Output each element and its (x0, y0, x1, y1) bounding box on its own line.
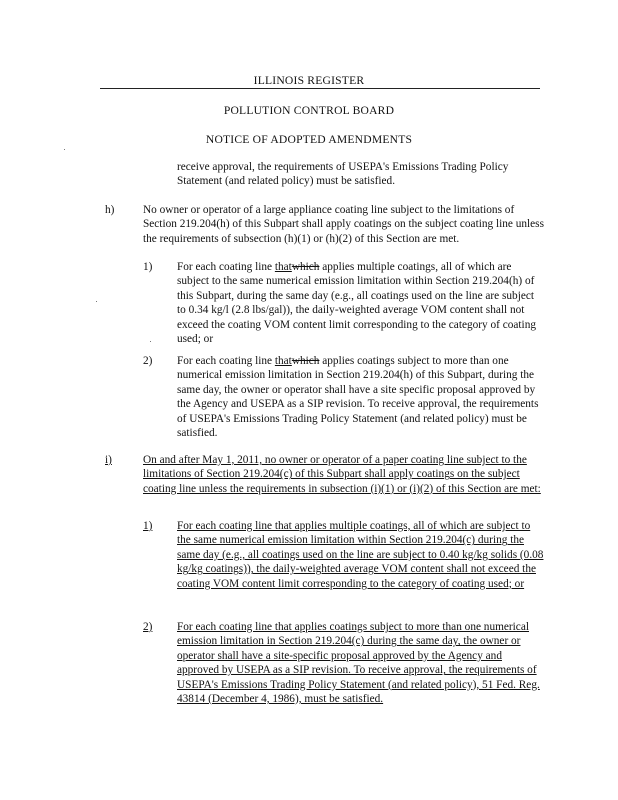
h1-text-start: For each coating line (177, 261, 275, 273)
scan-speck (96, 301, 97, 302)
h2-text-rest: applies coatings subject to more than one numerical emission limitation in Section 219.204(h) of this Subpart, during the same day, the owner or operator shall have a site specific proposal approved by the Agency and USEPA as a SIP revision. To receive approval, the requirements of USEPA's Emissions Trading Policy Statement (and related policy) must be satisfied. (177, 355, 539, 440)
scan-speck (150, 341, 151, 342)
h2-label: 2) (143, 355, 153, 367)
h2-deleted-text: which (291, 355, 320, 367)
h2-paragraph (177, 354, 545, 440)
h1-deleted-text: which (291, 261, 320, 273)
register-title: ILLINOIS REGISTER (253, 74, 365, 87)
subsection-i-label: i) (105, 454, 112, 466)
h2-inserted-text: that (274, 355, 292, 367)
h1-paragraph (177, 260, 545, 346)
subsection-i-text: On and after May 1, 2011, no owner or operator of a paper coating line subject to the limitations of Section 219.204(c) of this Subpart shall apply coatings on the subject coating line unless the requirements in subsection (i)(1) or (i)(2) of this Section are met: (143, 454, 541, 495)
notice-title: NOTICE OF ADOPTED AMENDMENTS (205, 133, 413, 146)
header-rule (100, 88, 540, 89)
i2-paragraph: For each coating line that applies coatings subject to more than one numerical emission limitation in Section 219.204(c) during the same day, the owner or operator shall have a site-specific proposal approved by the Agency and approved by USEPA as a SIP revision. To receive approval, the requirements of USEPA's Emissions Trading Policy Statement (and related policy), 51 Fed. Reg. 43814 (December 4, 1986), must be satisfied. (177, 621, 540, 706)
scan-speck (64, 149, 65, 150)
i1-paragraph: For each coating line that applies multiple coatings, all of which are subject to the same numerical emission limitation within Section 219.204(c) during the same day (e.g., all coatings used on the line are subject to 0.40 kg/kg solids (0.08 kg/kg coatings)), the daily-weighted average VOM content shall not exceed the coating VOM content limit corresponding to the category of coating used; or (177, 520, 544, 590)
h1-inserted-text: that (274, 261, 292, 273)
h1-text-rest: applies multiple coatings, all of which are subject to the same numerical emission limitation within Section 219.204(h) of this Subpart, during the same day (e.g., all coatings used on the line are subject to 0.34 kg/l (2.8 lbs/gal)), the daily-weighted average VOM content shall not exceed the coating VOM content limit corresponding to the category of coating used; or (177, 261, 536, 346)
h1-label: 1) (143, 261, 153, 273)
continuation-paragraph: receive approval, the requirements of USEPA's Emissions Trading Policy Statement (and related policy) must be satisfied. (177, 161, 509, 188)
subsection-h-text: No owner or operator of a large appliance coating line subject to the limitations of Section 219.204(h) of this Subpart shall apply coatings on the subject coating line unless the requirements of subsection (h)(1) or (h)(2) of this Section are met. (143, 204, 544, 245)
i1-label: 1) (143, 520, 153, 532)
subsection-h-label: h) (105, 204, 115, 216)
i2-label: 2) (143, 621, 153, 633)
h2-text-start: For each coating line (177, 355, 275, 367)
board-title: POLLUTION CONTROL BOARD (223, 104, 395, 117)
